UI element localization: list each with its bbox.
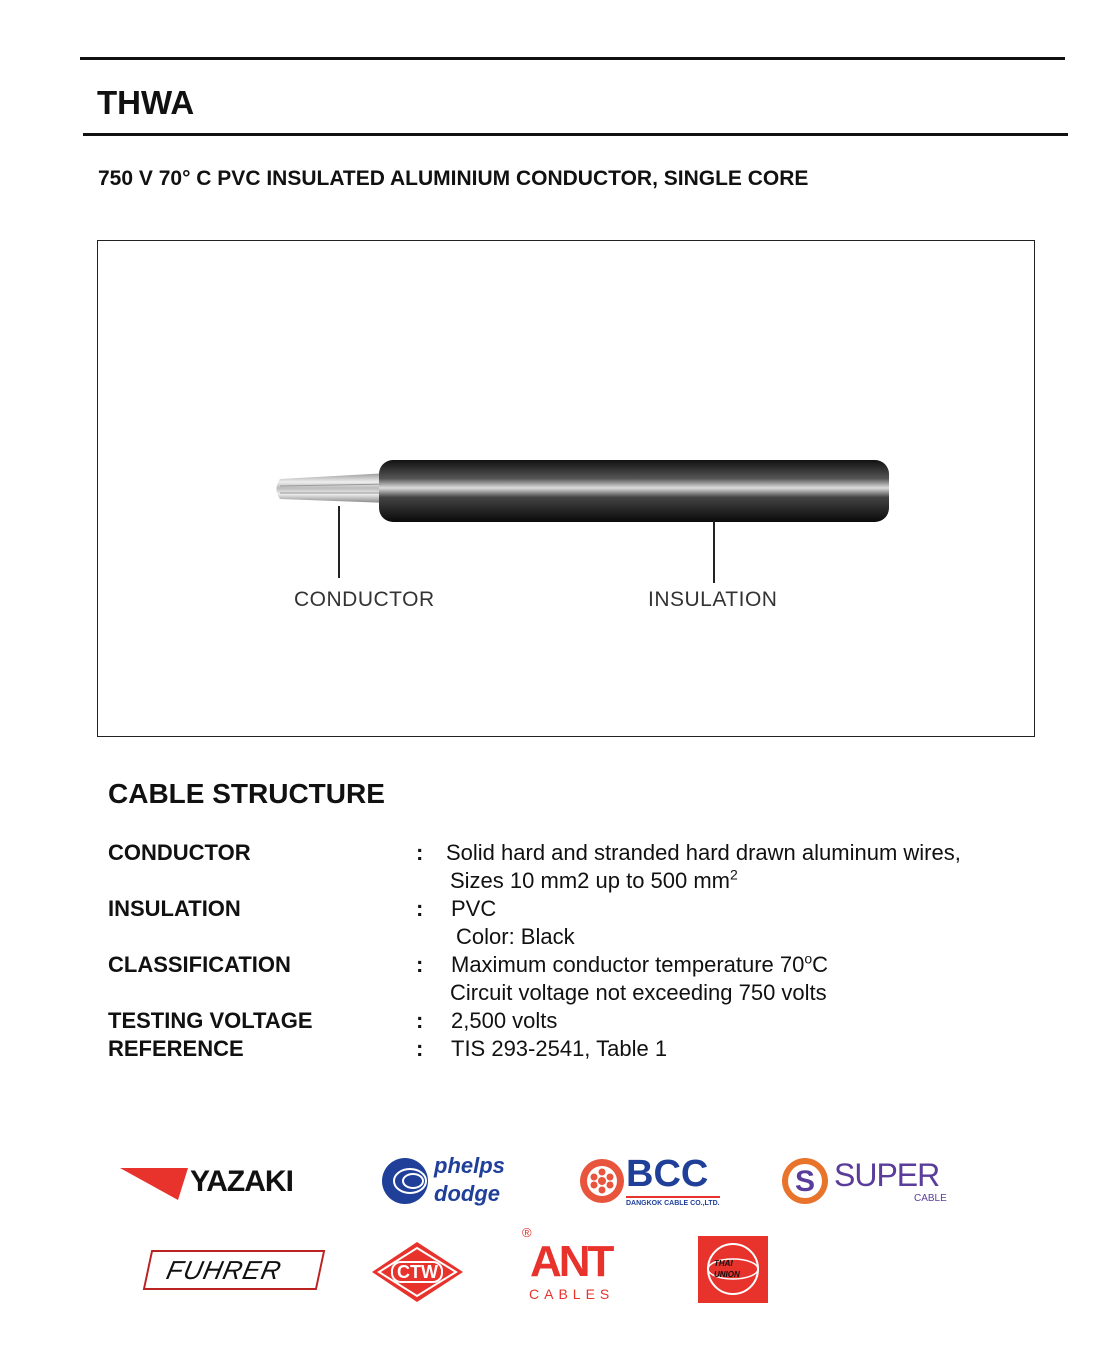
logo-text: CTW bbox=[397, 1262, 438, 1282]
ant-cables-logo bbox=[522, 1226, 632, 1306]
logo-text bbox=[714, 1258, 740, 1280]
conductor-strands bbox=[277, 473, 389, 503]
logo-subtext: CABLE bbox=[914, 1193, 947, 1204]
page-title: THWA bbox=[97, 84, 195, 121]
spec-colon: : bbox=[416, 1036, 424, 1061]
spec-value-text: Maximum conductor temperature 70 bbox=[451, 952, 805, 977]
spec-value-text: Sizes 10 mm2 up to 500 mm bbox=[450, 868, 731, 893]
page-subtitle: 750 V 70° C PVC INSULATED ALUMINIUM CONDUCTOR, SINGLE CORE bbox=[98, 167, 809, 190]
spec-label: CONDUCTOR bbox=[108, 840, 251, 865]
spec-value bbox=[450, 868, 738, 894]
logo-text-line: dodge bbox=[434, 1181, 500, 1206]
spec-value: Color: Black bbox=[456, 924, 575, 949]
bcc-logo bbox=[578, 1155, 723, 1210]
superscript: 2 bbox=[730, 866, 738, 883]
logo-text: YAZAKI bbox=[190, 1165, 293, 1198]
conductor-label: CONDUCTOR bbox=[294, 588, 435, 611]
logo-text-line: phelps bbox=[434, 1153, 505, 1178]
cable-figure bbox=[97, 240, 1035, 737]
spec-colon: : bbox=[416, 1008, 424, 1033]
logo-text: ANT bbox=[530, 1237, 612, 1286]
spec-value-text: C bbox=[812, 952, 829, 977]
svg-text:S: S bbox=[794, 1165, 816, 1198]
spec-value: TIS 293-2541, Table 1 bbox=[451, 1036, 668, 1061]
spec-colon: : bbox=[416, 952, 424, 977]
insulation-sheath bbox=[379, 460, 889, 522]
logo-text: FUHRER bbox=[163, 1255, 285, 1285]
logo-text-line: UNION bbox=[714, 1270, 740, 1279]
spec-label: TESTING VOLTAGE bbox=[108, 1008, 313, 1033]
logo-text bbox=[434, 1152, 505, 1208]
spec-colon: : bbox=[416, 896, 424, 921]
logo-text: BCC bbox=[626, 1153, 709, 1195]
insulation-label: INSULATION bbox=[648, 588, 778, 611]
ctw-logo bbox=[370, 1240, 465, 1304]
spec-label: REFERENCE bbox=[108, 1036, 244, 1061]
spec-value: PVC bbox=[451, 896, 497, 921]
super-cable-logo bbox=[780, 1155, 955, 1210]
spec-label: CLASSIFICATION bbox=[108, 952, 291, 977]
spec-colon: : bbox=[416, 840, 424, 865]
logo-subtext: CABLES bbox=[529, 1286, 615, 1302]
yazaki-logo bbox=[120, 1160, 325, 1205]
spec-value: Solid hard and stranded hard drawn aluminum wires, bbox=[446, 840, 961, 865]
thai-union-logo bbox=[698, 1236, 768, 1303]
spec-value: Circuit voltage not exceeding 750 volts bbox=[450, 980, 827, 1005]
top-rule bbox=[80, 57, 1065, 60]
fuhrer-logo bbox=[143, 1250, 326, 1290]
logo-text: SUPER bbox=[834, 1157, 940, 1193]
spec-label: INSULATION bbox=[108, 896, 241, 921]
cable-illustration bbox=[98, 241, 1034, 736]
logo-text-line: THAI bbox=[714, 1259, 733, 1268]
spec-value bbox=[451, 952, 828, 978]
title-rule bbox=[83, 133, 1068, 136]
superscript: o bbox=[804, 950, 813, 967]
phelps-dodge-logo bbox=[380, 1152, 525, 1210]
registered-mark: ® bbox=[522, 1225, 532, 1240]
logo-subtext: DANGKOK CABLE CO.,LTD. bbox=[626, 1196, 720, 1208]
cable-structure-heading: CABLE STRUCTURE bbox=[108, 778, 385, 809]
spec-value: 2,500 volts bbox=[451, 1008, 558, 1033]
